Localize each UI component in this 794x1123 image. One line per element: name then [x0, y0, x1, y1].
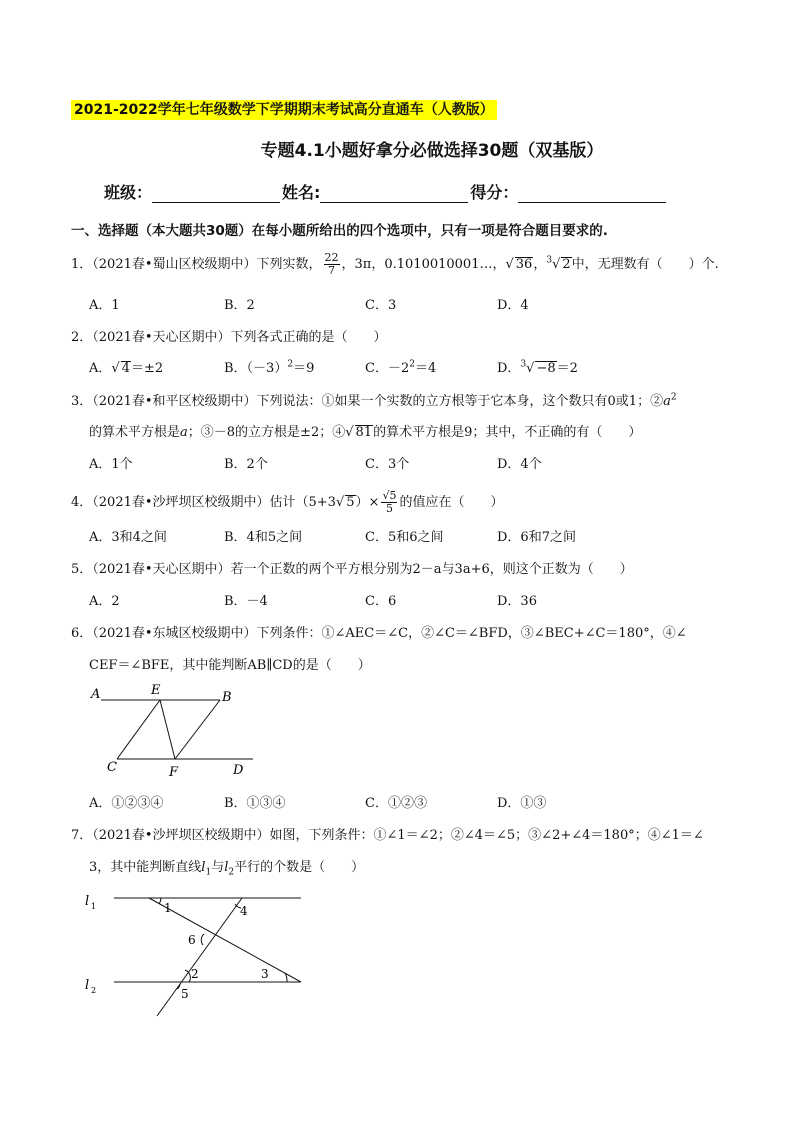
- label-f: F: [169, 765, 179, 780]
- page-title: 专题4.1小题好拿分必做选择30题（双基版）: [260, 141, 604, 161]
- segment-fb: [175, 700, 220, 759]
- transversal-2: [157, 898, 242, 1016]
- arc-6: [201, 934, 204, 945]
- label-b: B: [222, 690, 232, 705]
- label-d: D: [233, 763, 244, 778]
- class-label: 班级：: [104, 183, 153, 202]
- question-7-line-1: 7．（2021春•沙坪坝区校级期中）如图，下列条件：①∠1＝∠2；②∠4＝∠5；③∠2+∠4＝180°；④∠1＝∠: [71, 828, 704, 843]
- q2-option-c[interactable]: C．$-2^2=4$: [365, 359, 437, 376]
- fraction: $\frac{√5}{5}$: [382, 489, 397, 515]
- q2-option-d[interactable]: D．$^3$√ −8＝2: [497, 359, 578, 376]
- question-1: 1．（2021春•蜀山区校级期中）下列实数， $\frac{22}{7}$ ，3π，0.1010010001…，√ 36，$^3$√ 2中，无理数有（ ）个.: [71, 251, 719, 277]
- question-7-line-2: 3，其中能判断直线$l_1$与$l_2$平行的个数是（ ）: [89, 860, 365, 878]
- q6-option-b[interactable]: B．①③④: [224, 796, 286, 811]
- series-tag: 2021-2022学年七年级数学下学期期末考试高分直通车（人教版）: [71, 100, 497, 120]
- arc-1: [159, 898, 161, 904]
- angle-3: 3: [261, 967, 269, 981]
- name-blank: [320, 184, 468, 203]
- q6-figure: [85, 680, 275, 785]
- label-l2: l: [85, 978, 90, 993]
- q1-option-c[interactable]: C．3: [365, 298, 397, 313]
- q2-option-a[interactable]: A．√ 4＝±2: [89, 361, 164, 376]
- q5-option-b[interactable]: B．－4: [224, 594, 268, 609]
- q6-option-c[interactable]: C．①②③: [365, 796, 427, 811]
- score-blank: [518, 184, 666, 203]
- question-3-line-2: 的算术平方根是a；③－8的立方根是±2；④√ 81的算术平方根是9；其中，不正确的有（ ）: [89, 425, 642, 440]
- angle-6: 6: [188, 933, 196, 947]
- segment-ef: [160, 700, 175, 759]
- q6-option-a[interactable]: A．①②③④: [89, 796, 164, 811]
- q4-option-c[interactable]: C．5和6之间: [365, 530, 444, 545]
- q5-option-a[interactable]: A．2: [89, 594, 120, 609]
- angle-5: 5: [181, 987, 189, 1001]
- q1-option-a[interactable]: A．1: [89, 298, 120, 313]
- label-l1: l: [85, 894, 90, 909]
- q6-option-d[interactable]: D．①③: [497, 796, 547, 811]
- label-c: C: [107, 760, 117, 775]
- student-info-row: [104, 180, 668, 203]
- q3-option-b[interactable]: B．2个: [224, 457, 268, 472]
- label-l1-sub: 1: [91, 902, 97, 911]
- q4-option-d[interactable]: D．6和7之间: [497, 530, 576, 545]
- q2-option-b[interactable]: B．$(-3)^2=9$: [224, 359, 315, 376]
- q5-option-c[interactable]: C．6: [365, 594, 397, 609]
- question-3-line-1: 3．（2021春•和平区校级期中）下列说法：①如果一个实数的立方根等于它本身，这个数只有0或1；$②a^2$: [71, 392, 677, 409]
- angle-2: 2: [191, 967, 199, 981]
- angle-1: 1: [164, 901, 172, 915]
- label-e: E: [151, 683, 161, 698]
- q7-figure: [85, 885, 315, 1025]
- label-a: A: [91, 687, 101, 702]
- question-6-line-1: 6．（2021春•东城区校级期中）下列条件：①∠AEC＝∠C，②∠C＝∠BFD，③∠BEC+∠C＝180°，④∠: [71, 626, 687, 641]
- segment-ce: [117, 700, 160, 759]
- q5-option-d[interactable]: D．36: [497, 594, 537, 609]
- section-heading: 一、选择题（本大题共30题）在每小题所给出的四个选项中，只有一项是符合题目要求的.: [71, 223, 608, 239]
- q4-option-b[interactable]: B．4和5之间: [224, 530, 303, 545]
- q3-option-a[interactable]: A．1个: [89, 457, 133, 472]
- fraction: $\frac{22}{7}$: [324, 251, 339, 277]
- transversal-1: [149, 898, 301, 982]
- name-label: 姓名:: [282, 183, 321, 202]
- angle-4: 4: [240, 904, 248, 918]
- q3-option-c[interactable]: C．3个: [365, 457, 410, 472]
- q4-option-a[interactable]: A．3和4之间: [89, 530, 167, 545]
- q1-option-b[interactable]: B．2: [224, 298, 255, 313]
- q1-option-d[interactable]: D．4: [497, 298, 529, 313]
- label-l2-sub: 2: [91, 986, 97, 995]
- class-blank: [152, 184, 280, 203]
- score-label: 得分：: [470, 183, 519, 202]
- q3-option-d[interactable]: D．4个: [497, 457, 542, 472]
- question-2: 2．（2021春•天心区期中）下列各式正确的是（ ）: [71, 330, 387, 345]
- question-4: 4．（2021春•沙坪坝区校级期中）估计（5+3√ 5）× $\frac{√5}{5}$ 的值应在（ ）: [71, 489, 504, 515]
- question-6-line-2: CEF＝∠BFE，其中能判断AB∥CD的是（ ）: [89, 658, 371, 673]
- question-5: 5．（2021春•天心区期中）若一个正数的两个平方根分别为2－a与3a+6，则这个正数为（ ）: [71, 562, 633, 577]
